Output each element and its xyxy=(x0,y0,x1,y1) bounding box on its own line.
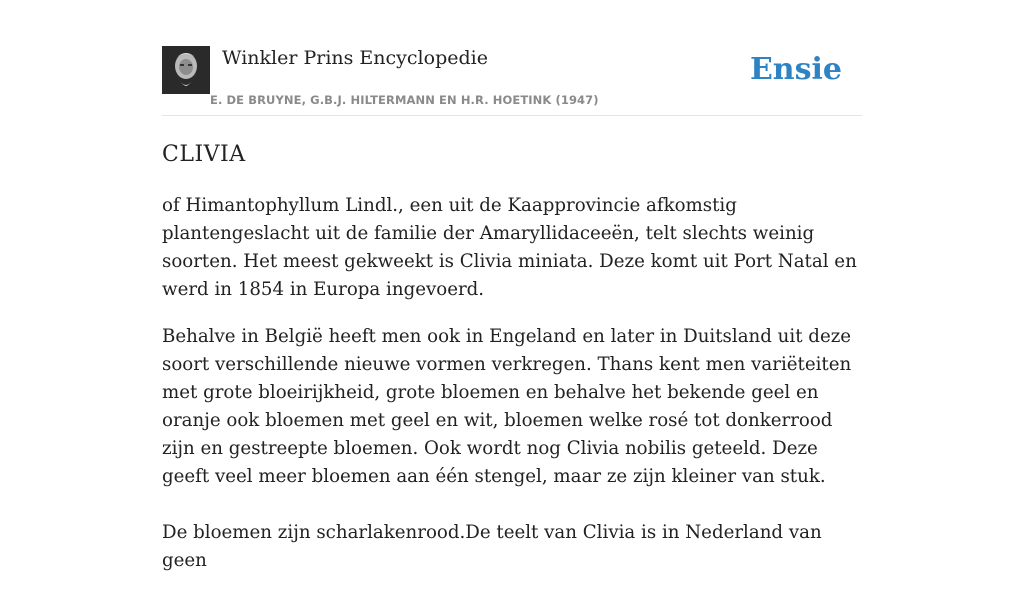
author-portrait-image xyxy=(162,46,210,94)
source-header xyxy=(162,46,862,116)
source-title[interactable]: Winkler Prins Encyclopedie xyxy=(222,47,488,69)
entry-paragraph: of Himantophyllum Lindl., een uit de Kaapprovincie afkomstig plantengeslacht uit de familie der Amaryllidaceeën, telt slechts weinig soorten. Het meest gekweekt is Clivia miniata. Deze komt uit Port Natal en werd in 1854 in Europa ingevoerd. xyxy=(162,195,857,300)
entry-body xyxy=(162,192,867,594)
ensie-logo-link[interactable]: Ensie xyxy=(749,52,842,87)
author-avatar xyxy=(162,46,210,94)
entry-paragraph: Behalve in België heeft men ook in Engeland en later in Duitsland uit deze soort verschillende nieuwe vormen verkregen. Thans kent men variëteiten met grote bloeirijkheid, grote bloemen en behalve het bekende geel en oranje ook bloemen met geel en wit, bloemen welke rosé tot donkerrood zijn en gestreepte bloemen. Ook wordt nog Clivia nobilis geteeld. Deze geeft veel meer bloemen aan één stengel, maar ze zijn kleiner van stuk. xyxy=(162,326,852,487)
source-authors: E. DE BRUYNE, G.B.J. HILTERMANN EN H.R. HOETINK (1947) xyxy=(210,93,599,107)
entry-paragraph: De bloemen zijn scharlakenrood.De teelt van Clivia is in Nederland van geen xyxy=(162,522,822,571)
entry-title: CLIVIA xyxy=(162,142,246,167)
